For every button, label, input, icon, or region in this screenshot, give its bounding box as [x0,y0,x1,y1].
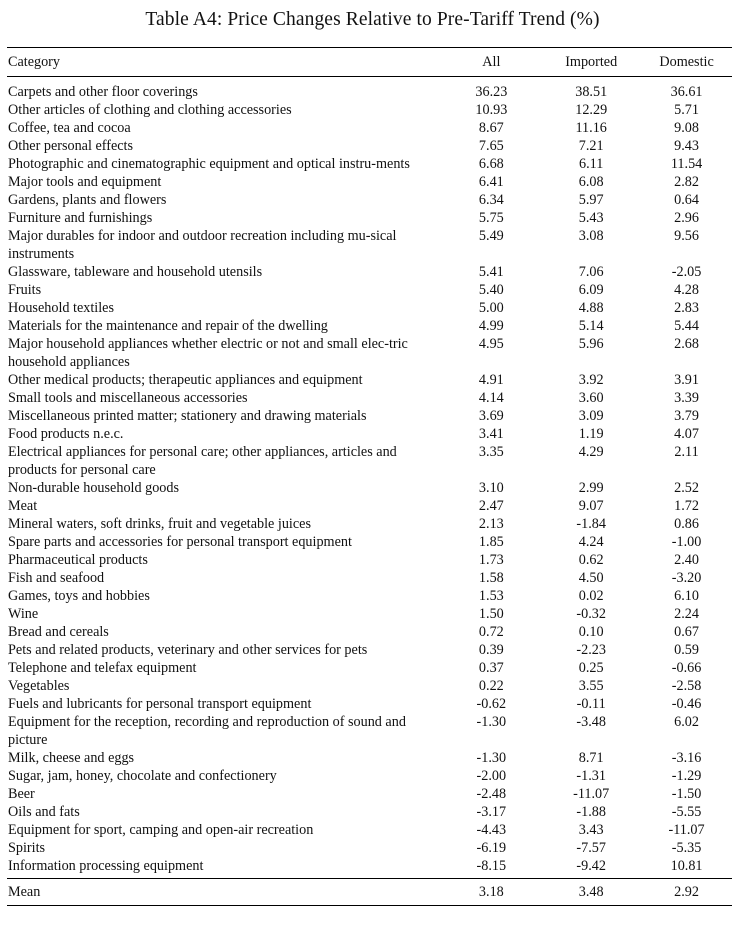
row-imported: 2.99 [578,480,604,496]
table-row [7,533,732,551]
row-domestic: 1.72 [674,498,699,514]
row-category: Major household appliances whether electric or not and small elec-tric household appliances [8,336,408,370]
row-domestic: 4.07 [674,426,699,442]
header-category: Category [8,54,61,70]
row-all: 1.73 [478,552,504,568]
table-row [7,605,732,623]
table-row [7,425,732,443]
row-imported: 3.55 [578,678,604,694]
row-category: Coffee, tea and cocoa [8,120,131,136]
row-imported: 38.51 [575,84,608,100]
table-row [7,803,732,821]
row-category: Beer [8,786,35,802]
row-imported: -1.84 [576,516,606,532]
row-imported: -1.88 [576,804,606,820]
row-all: 5.40 [478,282,504,298]
row-imported: 5.43 [578,210,604,226]
row-category: Miscellaneous printed matter; stationery and drawing materials [8,408,367,424]
row-imported: 0.62 [578,552,604,568]
row-domestic: 0.64 [674,192,699,208]
row-category: Major durables for indoor and outdoor recreation including mu-sical instruments [8,228,397,262]
row-all: 5.49 [478,228,504,244]
row-category: Other articles of clothing and clothing accessories [8,102,292,118]
row-imported: -3.48 [576,714,606,730]
row-domestic: -1.00 [671,534,702,550]
row-domestic: -0.66 [671,660,702,676]
row-domestic: 10.81 [670,858,703,874]
row-category: Furniture and furnishings [8,210,153,226]
row-category: Food products n.e.c. [8,426,124,442]
row-category: Spirits [8,840,46,856]
table-row [7,767,732,785]
table-row [7,641,732,659]
table-row [7,443,732,479]
table-row [7,209,732,227]
row-domestic: -1.50 [671,786,702,802]
row-imported: 3.92 [578,372,604,388]
row-domestic: 2.24 [674,606,699,622]
row-domestic: -1.29 [671,768,702,784]
row-domestic: 0.86 [674,516,699,532]
table-row [7,785,732,803]
price-change-table [7,47,732,906]
row-all: 8.67 [478,120,504,136]
table-row [7,551,732,569]
row-domestic: -5.55 [671,804,702,820]
row-category: Other medical products; therapeutic appliances and equipment [8,372,363,388]
row-imported: 5.14 [578,318,604,334]
row-category: Mineral waters, soft drinks, fruit and vegetable juices [8,516,311,532]
table-row [7,83,732,101]
row-category: Vegetables [8,678,70,694]
table-row [7,515,732,533]
row-imported: -0.11 [576,696,606,712]
row-all: 0.39 [478,642,504,658]
row-all: -4.43 [476,822,507,838]
row-domestic: 0.59 [674,642,699,658]
row-category: Pharmaceutical products [8,552,148,568]
row-domestic: 36.61 [670,84,703,100]
row-all: 3.10 [478,480,504,496]
row-imported: -7.57 [576,840,606,856]
table-row [7,191,732,209]
row-all: 5.41 [478,264,504,280]
row-all: 4.91 [478,372,504,388]
row-domestic: 2.82 [674,174,699,190]
row-imported: 7.06 [578,264,604,280]
table-row [7,659,732,677]
row-all: -1.30 [476,714,507,730]
row-imported: 7.21 [578,138,604,154]
table-row [7,839,732,857]
table-row [7,155,732,173]
table-row [7,821,732,839]
row-imported: 3.43 [578,822,604,838]
row-all: 7.65 [478,138,504,154]
row-domestic: 2.52 [674,480,699,496]
row-domestic: 5.71 [674,102,699,118]
row-all: 4.14 [478,390,504,406]
row-all: 4.99 [478,318,504,334]
row-domestic: 2.11 [674,444,699,460]
table-row [7,695,732,713]
row-category: Games, toys and hobbies [8,588,150,604]
row-imported: 4.24 [578,534,604,550]
row-category: Telephone and telefax equipment [8,660,197,676]
row-category: Equipment for sport, camping and open-air recreation [8,822,314,838]
table-row [7,335,732,371]
row-imported: 5.96 [578,336,604,352]
table-body [7,77,732,875]
row-category: Equipment for the reception, recording and reproduction of sound and picture [8,714,406,748]
mean-row [7,879,732,905]
table-row [7,497,732,515]
row-all: 5.00 [478,300,504,316]
row-all: 3.41 [478,426,504,442]
row-imported: -11.07 [573,786,610,802]
table-row [7,119,732,137]
row-category: Household textiles [8,300,114,316]
table-title: Table A4: Price Changes Relative to Pre-Tariff Trend (%) [145,9,600,30]
header-domestic: Domestic [659,54,714,70]
row-imported: 4.29 [578,444,604,460]
table-row [7,857,732,875]
row-domestic: 0.67 [674,624,699,640]
header-all: All [482,54,501,70]
row-all: 2.13 [478,516,504,532]
row-imported: 0.10 [578,624,604,640]
row-all: -1.30 [476,750,507,766]
table-row [7,677,732,695]
row-category: Meat [8,498,38,514]
row-category: Fruits [8,282,42,298]
row-all: -3.17 [476,804,507,820]
row-category: Pets and related products, veterinary and other services for pets [8,642,368,658]
table-row [7,623,732,641]
table-row [7,227,732,263]
table-header [7,48,732,76]
row-imported: 6.09 [578,282,604,298]
row-all: 3.69 [478,408,504,424]
row-category: Major tools and equipment [8,174,162,190]
table-row [7,371,732,389]
row-all: 1.50 [478,606,504,622]
row-all: -2.00 [476,768,507,784]
row-category: Other personal effects [8,138,134,154]
row-imported: 6.08 [578,174,604,190]
row-category: Oils and fats [8,804,80,820]
mean-label: Mean [8,884,41,900]
row-domestic: 3.39 [674,390,699,406]
row-category: Small tools and miscellaneous accessories [8,390,248,406]
bottom-rule [7,905,732,906]
row-category: Spare parts and accessories for personal transport equipment [8,534,352,550]
row-category: Fuels and lubricants for personal transport equipment [8,696,312,712]
row-all: 10.93 [475,102,508,118]
row-domestic: 9.43 [674,138,699,154]
row-all: 1.58 [478,570,504,586]
row-all: 6.68 [478,156,504,172]
row-all: -8.15 [476,858,507,874]
row-imported: 6.11 [579,156,604,172]
row-imported: 8.71 [578,750,604,766]
row-all: 0.22 [478,678,504,694]
row-imported: 4.50 [578,570,604,586]
row-domestic: 3.79 [674,408,699,424]
row-category: Non-durable household goods [8,480,180,496]
row-imported: 5.97 [578,192,604,208]
row-all: 0.72 [478,624,504,640]
table-row [7,281,732,299]
row-domestic: 3.91 [674,372,699,388]
mean-imported: 3.48 [578,884,604,900]
row-category: Wine [8,606,39,622]
row-category: Electrical appliances for personal care; other appliances, articles and products for personal care [8,444,397,478]
row-domestic: -0.46 [671,696,702,712]
row-category: Carpets and other floor coverings [8,84,198,100]
table-row [7,587,732,605]
row-category: Information processing equipment [8,858,204,874]
row-domestic: -3.16 [671,750,702,766]
table-row [7,389,732,407]
row-domestic: -11.07 [668,822,705,838]
row-all: 36.23 [475,84,508,100]
table-row [7,173,732,191]
mean-domestic: 2.92 [674,884,699,900]
row-imported: -2.23 [576,642,606,658]
row-all: 2.47 [478,498,504,514]
row-all: -6.19 [476,840,507,856]
row-domestic: 2.96 [674,210,699,226]
row-category: Gardens, plants and flowers [8,192,167,208]
row-domestic: -3.20 [671,570,702,586]
row-category: Bread and cereals [8,624,109,640]
table-row [7,101,732,119]
row-all: -0.62 [476,696,507,712]
row-all: 5.75 [478,210,504,226]
row-domestic: 9.56 [674,228,699,244]
row-imported: 0.25 [578,660,604,676]
row-category: Sugar, jam, honey, chocolate and confectionery [8,768,277,784]
table-row [7,299,732,317]
row-all: -2.48 [476,786,507,802]
row-domestic: 11.54 [670,156,703,172]
row-domestic: 9.08 [674,120,699,136]
row-domestic: 2.68 [674,336,699,352]
table-row [7,749,732,767]
row-imported: 3.09 [578,408,604,424]
row-imported: -9.42 [576,858,606,874]
row-all: 3.35 [478,444,504,460]
row-imported: 11.16 [575,120,607,136]
mean-all: 3.18 [478,884,504,900]
row-category: Glassware, tableware and household utensils [8,264,263,280]
row-imported: 0.02 [578,588,604,604]
row-domestic: 2.83 [674,300,699,316]
row-domestic: 6.10 [674,588,699,604]
row-category: Materials for the maintenance and repair of the dwelling [8,318,328,334]
row-imported: -1.31 [576,768,606,784]
row-imported: 3.60 [578,390,604,406]
row-domestic: 6.02 [674,714,699,730]
row-all: 4.95 [478,336,504,352]
table-row [7,713,732,749]
table-row [7,263,732,281]
table-row [7,479,732,497]
table-row [7,317,732,335]
row-domestic: 2.40 [674,552,699,568]
row-all: 0.37 [478,660,504,676]
table-row [7,137,732,155]
row-imported: 9.07 [578,498,604,514]
row-domestic: -5.35 [671,840,702,856]
row-imported: -0.32 [576,606,606,622]
row-domestic: -2.05 [671,264,702,280]
row-domestic: 5.44 [674,318,699,334]
row-domestic: 4.28 [674,282,699,298]
row-all: 6.41 [478,174,504,190]
row-imported: 12.29 [575,102,608,118]
table-row [7,407,732,425]
row-category: Photographic and cinematographic equipment and optical instru-ments [8,156,410,172]
table-row [7,569,732,587]
row-imported: 1.19 [578,426,604,442]
row-domestic: -2.58 [671,678,702,694]
row-category: Milk, cheese and eggs [8,750,135,766]
row-all: 1.53 [478,588,504,604]
row-all: 1.85 [478,534,504,550]
row-all: 6.34 [478,192,504,208]
row-imported: 4.88 [578,300,604,316]
row-category: Fish and seafood [8,570,105,586]
header-imported: Imported [565,54,618,70]
row-imported: 3.08 [578,228,604,244]
